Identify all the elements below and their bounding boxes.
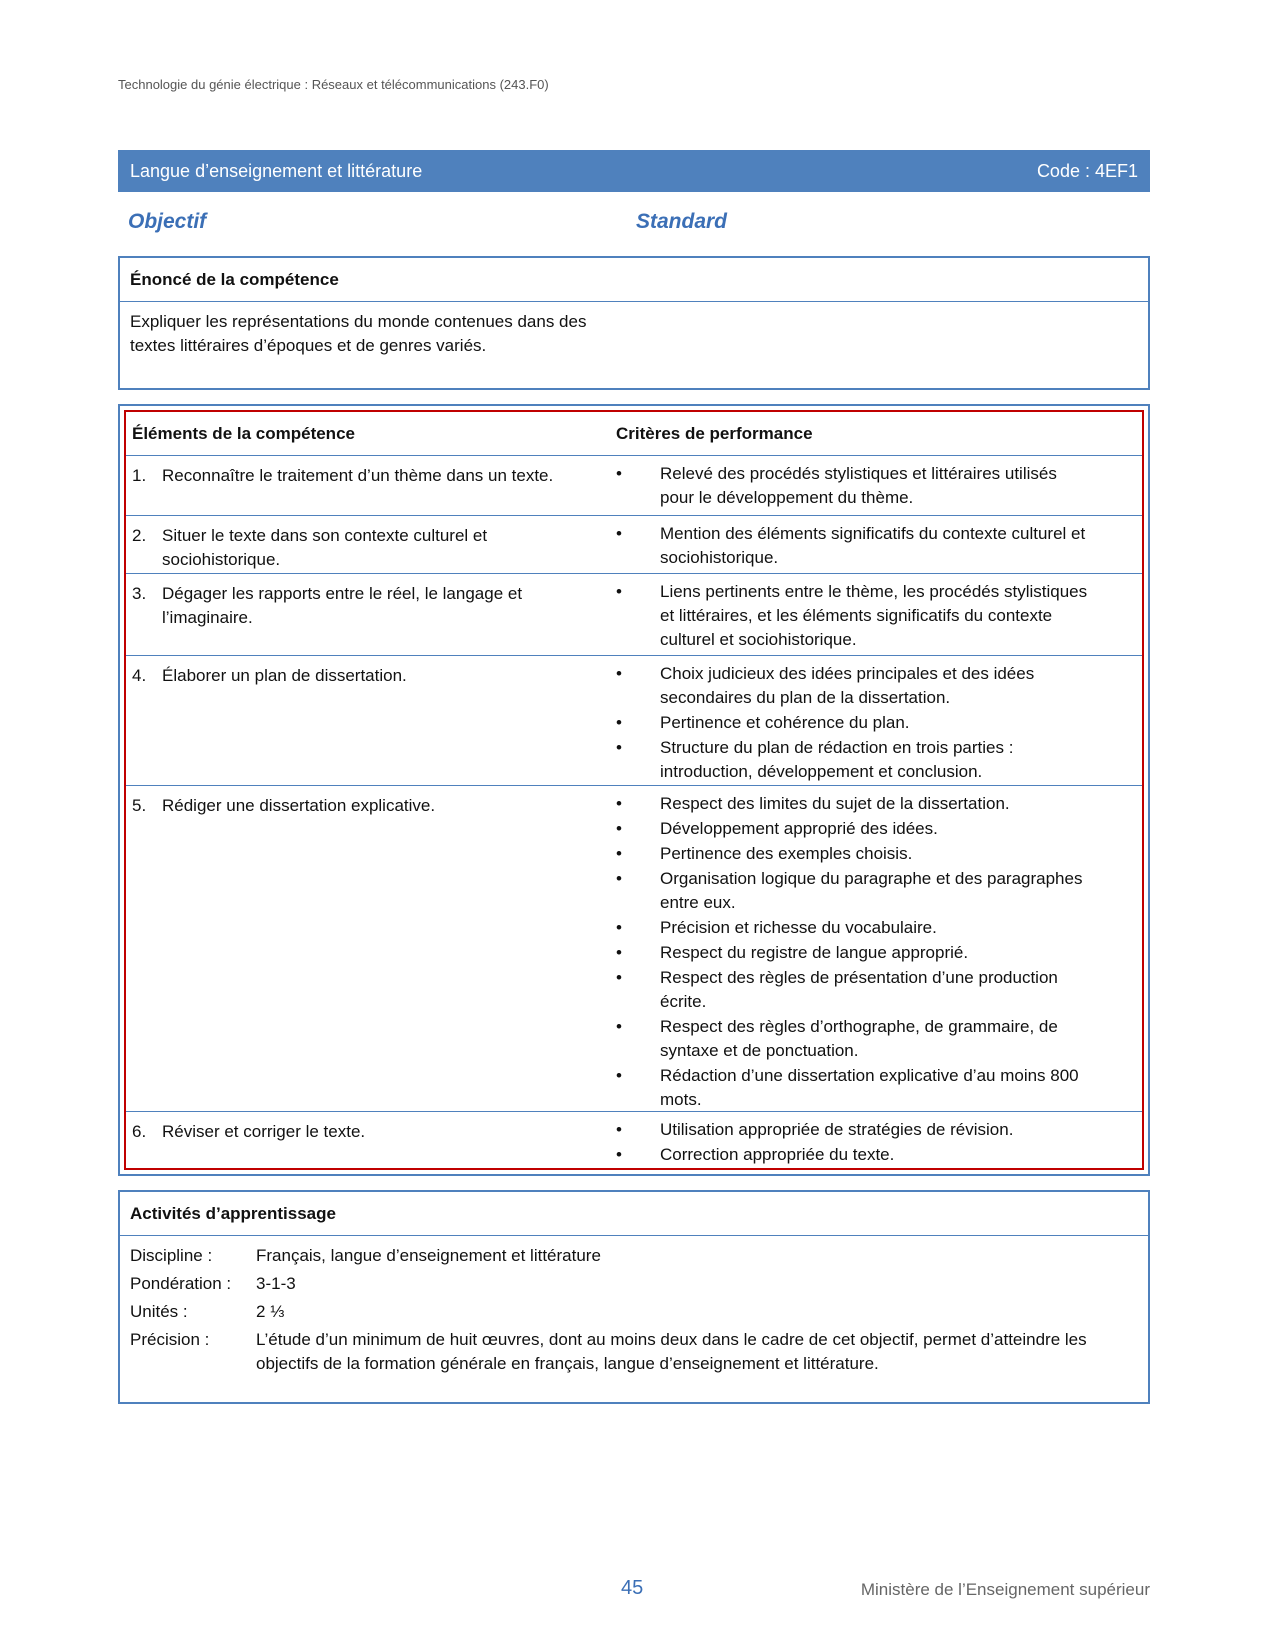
criterion-item: • Respect du registre de langue approprié. (616, 941, 1094, 965)
bullet-icon: • (616, 738, 622, 757)
element-number: 6. (132, 1122, 147, 1141)
element-number: 2. (132, 526, 147, 545)
course-title-bar (118, 150, 1150, 192)
bullet-icon: • (616, 713, 622, 732)
criterion-item: • Respect des limites du sujet de la dissertation. (616, 792, 1094, 816)
criterion-item: • Relevé des procédés stylistiques et littéraires utilisés pour le développement du thème. (616, 464, 1057, 507)
criterion-item: • Respect des règles d’orthographe, de grammaire, de syntaxe et de ponctuation. (616, 1017, 1058, 1060)
table-row (126, 1112, 1142, 1168)
criterion-item: • Choix judicieux des idées principales et des idées secondaires du plan de la dissertation. (616, 664, 1035, 707)
table-row (126, 516, 1142, 574)
table-row (126, 786, 1142, 1112)
bullet-icon: • (616, 464, 622, 483)
precision-line (120, 1328, 1148, 1376)
bullet-icon: • (616, 582, 622, 601)
element-text: Situer le texte dans son contexte culturel et sociohistorique. (162, 526, 488, 569)
criterion-item: • Correction appropriée du texte. (616, 1143, 1094, 1167)
discipline-label: Discipline : (130, 1246, 213, 1265)
element-text: Réviser et corriger le texte. (162, 1122, 366, 1141)
bullet-icon: • (616, 664, 622, 683)
table-row (126, 574, 1142, 656)
page-number: 45 (621, 1577, 644, 1599)
element-text: Élaborer un plan de dissertation. (162, 666, 407, 685)
criterion-item: • Développement approprié des idées. (616, 817, 1094, 841)
activites-box (118, 1190, 1150, 1404)
objectif-label: Objectif (128, 210, 207, 233)
criterion-item: • Précision et richesse du vocabulaire. (616, 916, 1094, 940)
bullet-icon: • (616, 943, 622, 962)
precision-value: L’étude d’un minimum de huit œuvres, dont au moins deux dans le cadre de cet objectif, permet d’atteindre les objectifs de la formation générale en français, langue d’enseignement et littérature. (256, 1330, 1087, 1373)
ponderation-label: Pondération : (130, 1274, 232, 1293)
ponderation-value: 3-1-3 (256, 1274, 296, 1293)
element-number: 5. (132, 796, 147, 815)
bullet-icon: • (616, 1120, 622, 1139)
ministry-footer: Ministère de l’Enseignement supérieur (860, 1580, 1150, 1599)
bullet-icon: • (616, 1066, 622, 1085)
bullet-icon: • (616, 524, 622, 543)
criterion-item: • Pertinence et cohérence du plan. (616, 711, 1094, 735)
table-row (126, 456, 1142, 516)
discipline-line (120, 1244, 1148, 1272)
bullet-icon: • (616, 869, 622, 888)
bullet-icon: • (616, 844, 622, 863)
elements-table-header (126, 412, 1142, 456)
enonce-text: Expliquer les représentations du monde contenues dans des textes littéraires d’époques et de genres variés. (130, 312, 587, 355)
bullet-icon: • (616, 918, 622, 937)
standard-label: Standard (636, 210, 728, 233)
criterion-item: • Utilisation appropriée de stratégies de révision. (616, 1118, 1094, 1142)
bullet-icon: • (616, 1017, 622, 1036)
activites-heading: Activités d’apprentissage (120, 1192, 1148, 1236)
unites-value: 2 ⅓ (256, 1302, 285, 1321)
elements-heading: Éléments de la compétence (132, 424, 355, 443)
elements-box (118, 404, 1150, 1176)
bullet-icon: • (616, 968, 622, 987)
precision-label: Précision : (130, 1330, 210, 1349)
elements-table (124, 410, 1144, 1170)
criterion-item: • Respect des règles de présentation d’une production écrite. (616, 968, 1058, 1011)
element-number: 4. (132, 666, 147, 685)
unites-line (120, 1300, 1148, 1328)
bullet-icon: • (616, 1145, 622, 1164)
objectif-standard-row (128, 210, 1128, 240)
course-code: Code : 4EF1 (1036, 160, 1138, 181)
element-number: 1. (132, 466, 147, 485)
element-number: 3. (132, 584, 147, 603)
element-text: Dégager les rapports entre le réel, le langage et l’imaginaire. (162, 584, 523, 627)
criterion-item: • Rédaction d’une dissertation explicative d’au moins 800 mots. (616, 1066, 1079, 1109)
criterion-item: • Structure du plan de rédaction en trois parties : introduction, développement et conclusion. (616, 738, 1014, 781)
criterion-item: • Organisation logique du paragraphe et des paragraphes entre eux. (616, 869, 1083, 912)
enonce-box (118, 256, 1150, 390)
criteria-heading: Critères de performance (616, 424, 813, 443)
enonce-heading: Énoncé de la compétence (120, 258, 1148, 302)
unites-label: Unités : (130, 1302, 188, 1321)
ponderation-line (120, 1272, 1148, 1300)
discipline-value: Français, langue d’enseignement et littérature (256, 1246, 601, 1265)
running-header: Technologie du génie électrique : Réseaux et télécommunications (243.F0) (118, 77, 549, 92)
bullet-icon: • (616, 794, 622, 813)
element-text: Rédiger une dissertation explicative. (162, 796, 436, 815)
course-title: Langue d’enseignement et littérature (130, 160, 423, 181)
bullet-icon: • (616, 819, 622, 838)
criterion-item: • Pertinence des exemples choisis. (616, 842, 1094, 866)
criterion-item: • Mention des éléments significatifs du contexte culturel et sociohistorique. (616, 524, 1086, 567)
element-text: Reconnaître le traitement d’un thème dans un texte. (162, 466, 554, 485)
criterion-item: • Liens pertinents entre le thème, les procédés stylistiques et littéraires, et les éléments significatifs du contexte culturel et sociohistorique. (616, 582, 1088, 649)
table-row (126, 656, 1142, 786)
